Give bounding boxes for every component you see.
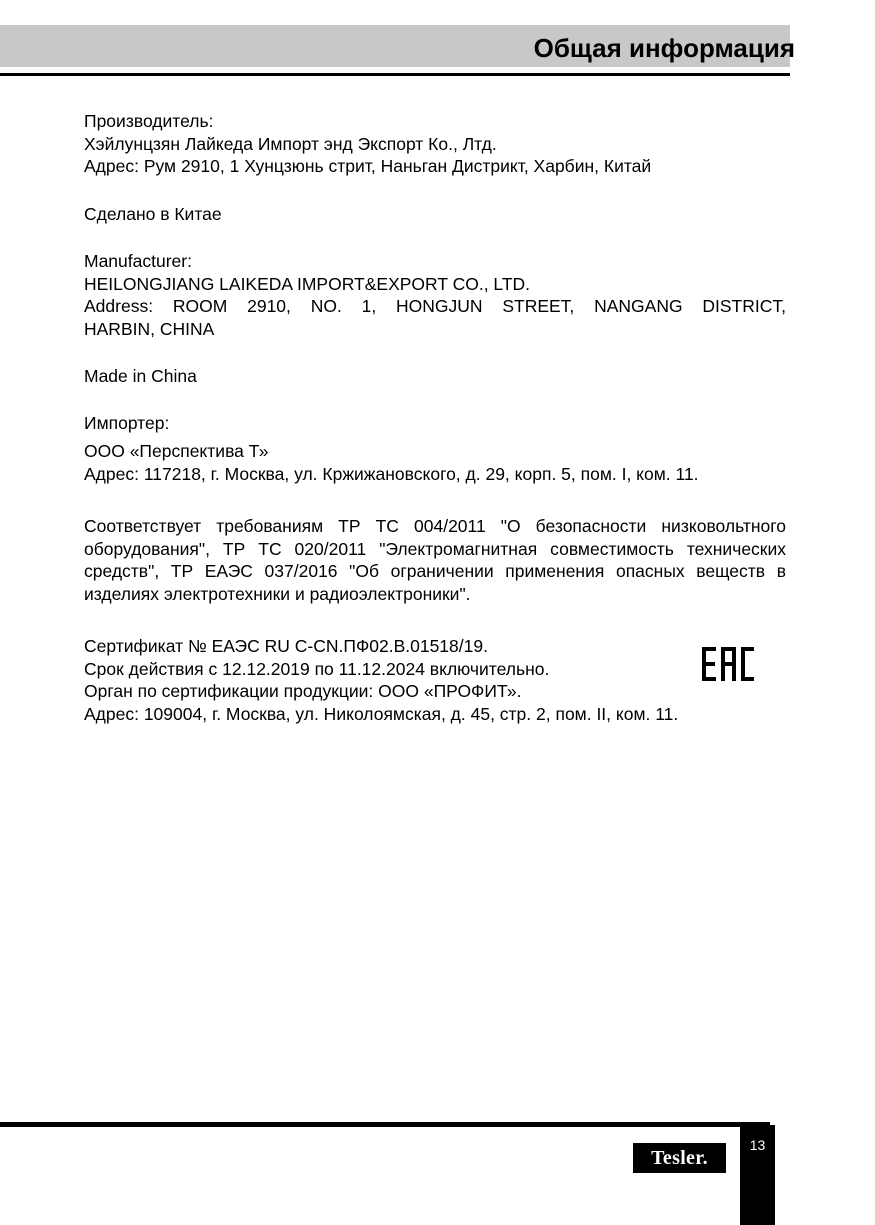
page-title: Общая информация [533,33,795,63]
compliance-block [84,515,786,605]
manufacturer-ru-name: Хэйлунцзян Лайкеда Импорт энд Экспорт Ко., Лтд. [84,133,497,154]
manufacturer-en-address-line2: HARBIN, CHINA [84,318,215,339]
footer-divider [0,1122,770,1127]
made-in-en: Made in China [84,366,197,386]
manufacturer-en-label: Manufacturer: [84,251,192,271]
manufacturer-ru-address: Адрес: Рум 2910, 1 Хунцзюнь стрит, Наньган Дистрикт, Харбин, Китай [84,156,652,176]
brand-logo: Tesler. [651,1147,708,1169]
manufacturer-en-block [84,250,786,340]
certification-body: Орган по сертификации продукции: ООО «ПРОФИТ». [84,681,522,701]
importer-label: Импортер: [84,412,170,433]
manufacturer-en-address-line1: Address: ROOM 2910, NO. 1, HONGJUN STREET, NANGANG DISTRICT, [84,296,786,316]
page-number: 13 [749,1137,766,1153]
made-in-ru: Сделано в Китае [84,203,222,224]
manufacturer-ru-block [84,110,786,178]
page-content [84,110,786,725]
manufacturer-en-name: HEILONGJIANG LAIKEDA IMPORT&EXPORT CO., LTD. [84,273,531,294]
importer-block [84,412,786,486]
made-in-en-block [84,365,786,388]
certificate-validity: Срок действия с 12.12.2019 по 11.12.2024 включительно. [84,658,550,679]
header-divider [0,73,790,76]
manufacturer-ru-label: Производитель: [84,111,214,131]
eac-mark-icon [702,647,754,681]
certificate-block [84,635,786,725]
importer-name: ООО «Перспектива Т» [84,441,269,461]
certificate-number: Сертификат № ЕАЭС RU C-CN.ПФ02.В.01518/19. [84,636,488,656]
importer-address: Адрес: 117218, г. Москва, ул. Кржижановского, д. 29, корп. 5, пом. I, ком. 11. [84,463,699,484]
compliance-text: Соответствует требованиям ТР ТС 004/2011 "О безопасности низковольтного оборудования", ТР ТС 020/2011 "Электромагнитная совместимость технических средств", ТР ЕАЭС 037/2016 "Об ограничении применения опасных веществ в изделиях электротехники и радиоэлектроники". [84,516,786,604]
made-in-ru-block [84,203,786,226]
certification-body-address: Адрес: 109004, г. Москва, ул. Николоямская, д. 45, стр. 2, пом. II, ком. 11. [84,703,679,724]
